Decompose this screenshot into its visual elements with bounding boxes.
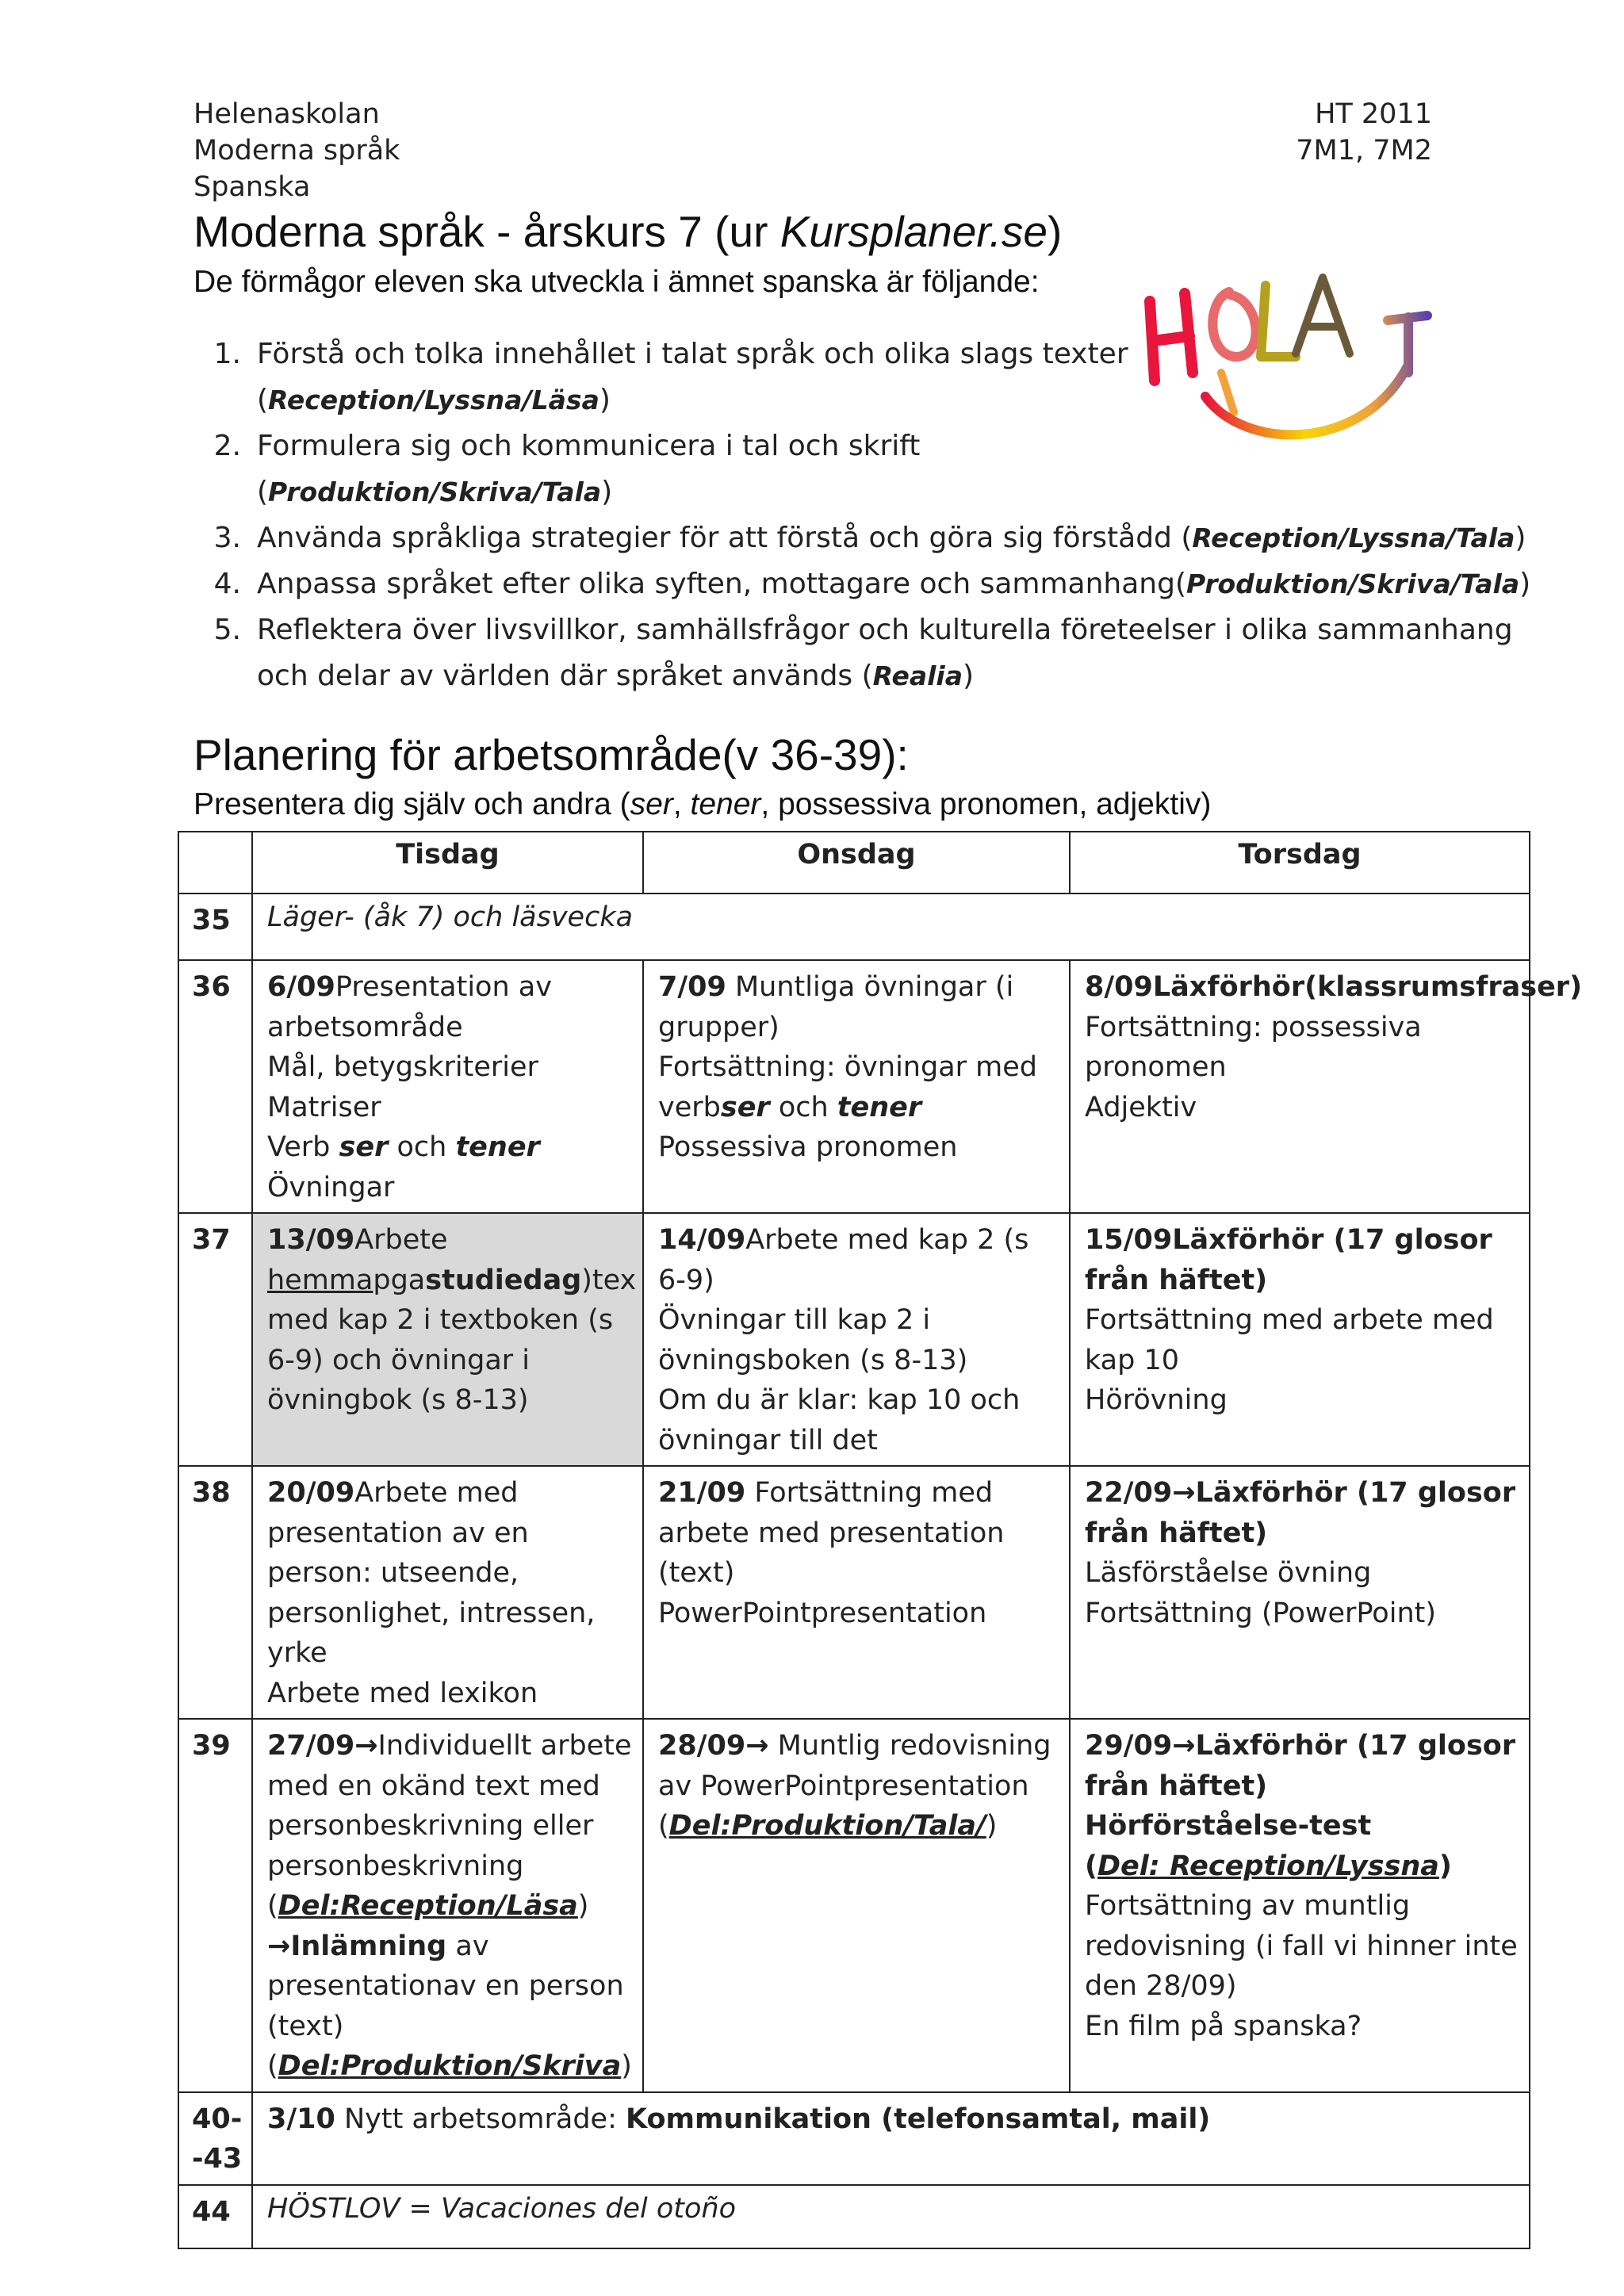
term: HT 2011 <box>1315 98 1432 130</box>
abilities-list <box>193 331 1531 704</box>
cell-tuesday: 27/09→Individuellt arbete med en okänd text med personbeskrivning eller personbeskrivning (Del:Reception/Läsa) →Inlämning av presentationav en person (text) (Del:Produktion/Skriva) <box>252 1719 643 2092</box>
week-number: 37 <box>178 1213 252 1466</box>
week-number: 40--43 <box>178 2092 252 2185</box>
cell-wednesday: 7/09 Muntliga övningar (i grupper) Fortsättning: övningar med verbser och tener Possessiva pronomen <box>643 960 1070 1213</box>
ability-tag: Produktion/Skriva/Tala <box>1186 568 1520 599</box>
ability-tag: Reception/Lyssna/Tala <box>1192 522 1515 553</box>
header-wednesday: Onsdag <box>643 832 1070 894</box>
week-number: 39 <box>178 1719 252 2092</box>
cell-thursday: 22/09→Läxförhör (17 glosor från häftet) Läsförståelse övning Fortsättning (PowerPoint) <box>1070 1466 1530 1719</box>
week-number: 38 <box>178 1466 252 1719</box>
list-item: 1. Förstå och tolka innehållet i talat språk och olika slags texter (Reception/Lyssna/Läsa) <box>213 338 1128 416</box>
week-note: HÖSTLOV = Vacaciones del otoño <box>252 2185 1530 2248</box>
cell-thursday: 29/09→Läxförhör (17 glosor från häftet) Hörförståelse-test (Del: Reception/Lyssna) Fortsättning av muntlig redovisning (i fall vi hinner inte den 28/09) En film på spanska? <box>1070 1719 1530 2092</box>
week-note: 3/10 Nytt arbetsområde: Kommunikation (telefonsamtal, mail) <box>252 2092 1530 2185</box>
ability-tag: Reception/Lyssna/Läsa <box>268 385 599 415</box>
cell-tuesday: 20/09Arbete med presentation av en person: utseende, personlighet, intressen, yrke Arbete med lexikon <box>252 1466 643 1719</box>
ability-tag: Produktion/Skriva/Tala <box>268 476 602 507</box>
list-item: 5. Reflektera över livsvillkor, samhällsfrågor och kulturella företeelser i olika sammanhang och delar av världen där språket används (Realia) <box>213 614 1513 692</box>
header-tuesday: Tisdag <box>252 832 643 894</box>
cell-wednesday: 14/09Arbete med kap 2 (s 6-9) Övningar till kap 2 i övningsboken (s 8-13) Om du är klar: kap 10 och övningar till det <box>643 1213 1070 1466</box>
list-item: 2. Formulera sig och kommunicera i tal och skrift (Produktion/Skriva/Tala) <box>213 430 921 508</box>
cell-thursday: 8/09Läxförhör(klassrumsfraser) Fortsättning: possessiva pronomen Adjektiv <box>1070 960 1530 1213</box>
cell-tuesday: 13/09Arbete hemmapgastudiedag)tex med kap 2 i textboken (s 6-9) och övningar i övningbok (s 8-13) <box>252 1213 643 1466</box>
school-header <box>193 96 400 205</box>
table-row <box>178 1466 1530 1719</box>
week-number: 36 <box>178 960 252 1213</box>
list-item: 3. Använda språkliga strategier för att förstå och göra sig förstådd (Reception/Lyssna/Tala) <box>213 522 1526 554</box>
page-title: Moderna språk - årskurs 7 (ur Kursplaner.se) <box>193 207 1063 256</box>
table-row <box>178 894 1530 960</box>
ability-tag: Realia <box>872 660 963 691</box>
department: Moderna språk <box>193 135 400 166</box>
classes: 7M1, 7M2 <box>1296 135 1432 166</box>
table-row <box>178 2092 1530 2185</box>
school-name: Helenaskolan <box>193 98 380 130</box>
week-number: 44 <box>178 2185 252 2248</box>
cell-wednesday: 21/09 Fortsättning med arbete med presentation (text) PowerPointpresentation <box>643 1466 1070 1719</box>
header-thursday: Torsdag <box>1070 832 1530 894</box>
week-note: Läger- (åk 7) och läsvecka <box>252 894 1530 960</box>
table-row <box>178 960 1530 1213</box>
table-row <box>178 2185 1530 2248</box>
cell-thursday: 15/09Läxförhör (17 glosor från häftet) Fortsättning med arbete med kap 10 Hörövning <box>1070 1213 1530 1466</box>
planning-table <box>178 831 1583 2249</box>
cell-wednesday: 28/09→ Muntlig redovisning av PowerPointpresentation (Del:Produktion/Tala/) <box>643 1719 1070 2092</box>
term-header <box>1296 96 1432 169</box>
table-row <box>178 1213 1530 1466</box>
table-row <box>178 1719 1530 2092</box>
subject: Spanska <box>193 171 311 203</box>
page-subtitle: De förmågor eleven ska utveckla i ämnet spanska är följande: <box>193 265 1040 299</box>
planning-heading: Planering för arbetsområde(v 36-39): <box>193 730 909 779</box>
list-item: 4. Anpassa språket efter olika syften, mottagare och sammanhang(Produktion/Skriva/Tala) <box>213 568 1531 600</box>
cell-tuesday: 6/09Presentation av arbetsområde Mål, betygskriterier Matriser Verb ser och tener Övningar <box>252 960 643 1213</box>
header-week <box>178 832 252 894</box>
planning-subheading: Presentera dig själv och andra (ser, tener, possessiva pronomen, adjektiv) <box>193 787 1212 821</box>
week-number: 35 <box>178 894 252 960</box>
table-header-row <box>178 832 1530 894</box>
